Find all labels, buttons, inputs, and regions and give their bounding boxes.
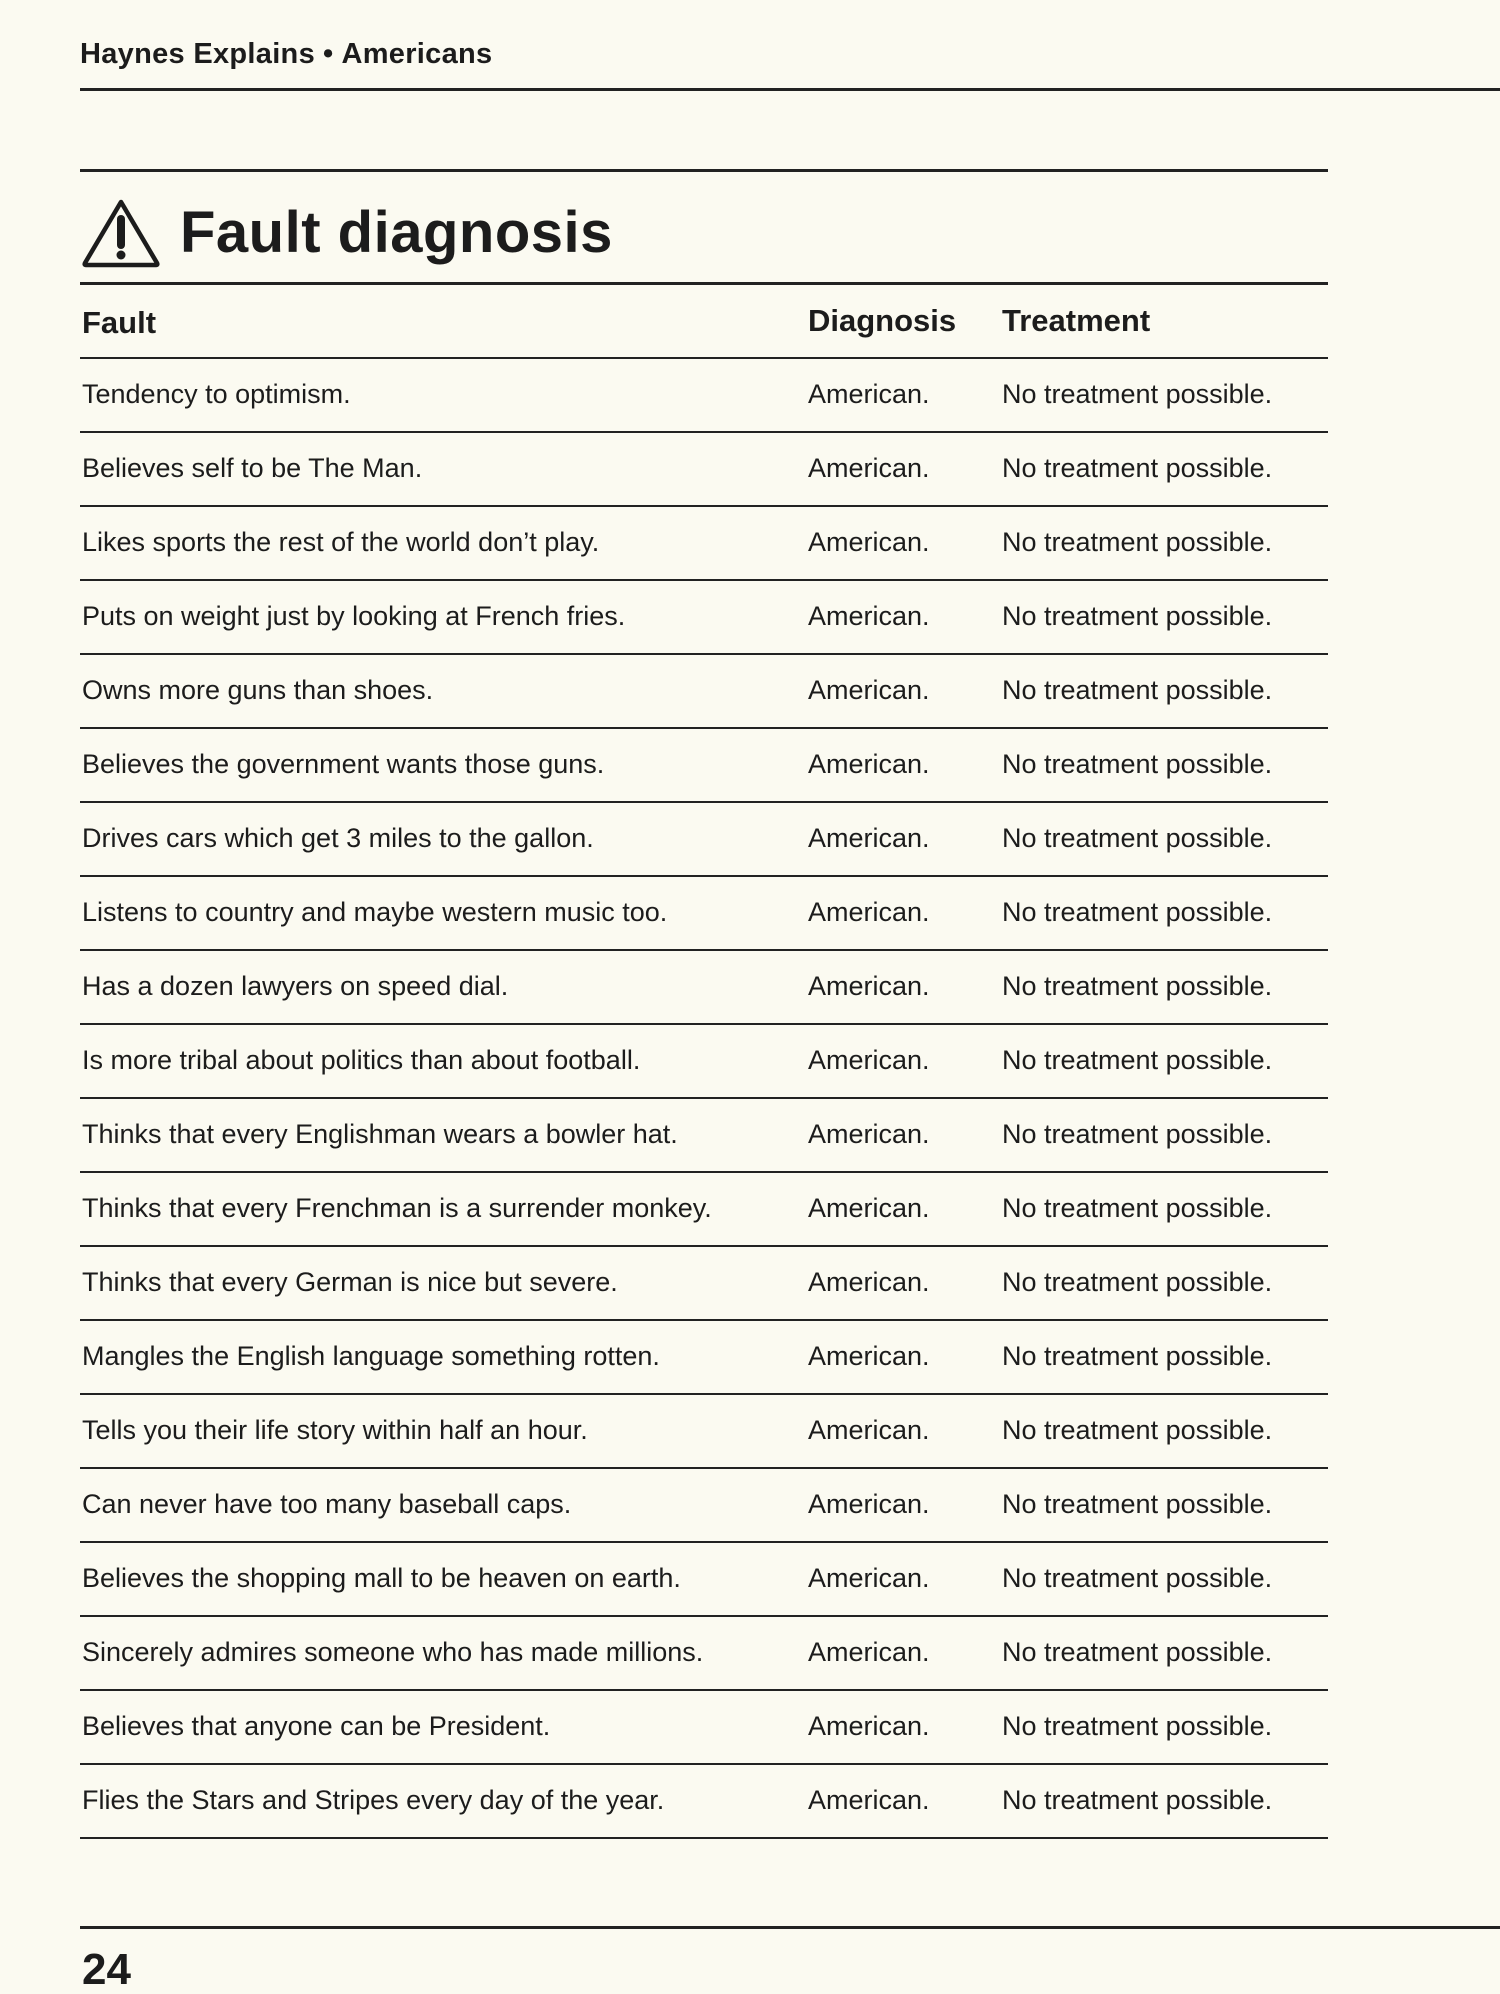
table-row [80,1247,1328,1321]
diagnosis-cell: American. [808,1563,930,1593]
table-row [80,729,1328,803]
warning-triangle-icon [80,197,162,269]
column-header-fault: Fault [82,305,157,340]
table-row [80,1469,1328,1543]
table-row [80,1099,1328,1173]
table-row [80,1765,1328,1839]
header-book: Haynes Explains [80,38,315,70]
header-subject: Americans [341,38,493,70]
section-heading [80,195,613,270]
fault-cell: Believes the shopping mall to be heaven on earth. [82,1563,681,1593]
treatment-cell: No treatment possible. [1002,1267,1273,1297]
diagnosis-cell: American. [808,823,930,853]
diagnosis-cell: American. [808,453,930,483]
treatment-cell: No treatment possible. [1002,897,1273,927]
treatment-cell: No treatment possible. [1002,749,1273,779]
table-row [80,507,1328,581]
table-row [80,951,1328,1025]
treatment-cell: No treatment possible. [1002,1785,1273,1815]
table-row [80,1543,1328,1617]
treatment-cell: No treatment possible. [1002,1119,1273,1149]
treatment-cell: No treatment possible. [1002,675,1273,705]
title-rule-top [80,169,1328,172]
diagnosis-cell: American. [808,1489,930,1519]
table-row [80,1025,1328,1099]
column-header-diagnosis: Diagnosis [808,303,957,338]
table-row [80,1395,1328,1469]
treatment-cell: No treatment possible. [1002,1711,1273,1741]
treatment-cell: No treatment possible. [1002,601,1273,631]
treatment-cell: No treatment possible. [1002,1341,1273,1371]
treatment-cell: No treatment possible. [1002,379,1273,409]
table-row [80,581,1328,655]
diagnosis-cell: American. [808,971,930,1001]
table-row [80,1691,1328,1765]
treatment-cell: No treatment possible. [1002,527,1273,557]
diagnosis-cell: American. [808,601,930,631]
treatment-cell: No treatment possible. [1002,1193,1273,1223]
fault-cell: Believes that anyone can be President. [82,1711,551,1741]
diagnosis-cell: American. [808,675,930,705]
diagnosis-cell: American. [808,897,930,927]
treatment-cell: No treatment possible. [1002,1045,1273,1075]
diagnosis-cell: American. [808,379,930,409]
fault-cell: Listens to country and maybe western music too. [82,897,668,927]
fault-cell: Likes sports the rest of the world don’t play. [82,527,600,557]
diagnosis-cell: American. [808,1711,930,1741]
fault-cell: Has a dozen lawyers on speed dial. [82,971,509,1001]
treatment-cell: No treatment possible. [1002,971,1273,1001]
fault-cell: Drives cars which get 3 miles to the gallon. [82,823,594,853]
table-row [80,877,1328,951]
table-row [80,1173,1328,1247]
fault-cell: Mangles the English language something rotten. [82,1341,660,1371]
fault-cell: Owns more guns than shoes. [82,675,434,705]
diagnosis-cell: American. [808,1341,930,1371]
table-row [80,1321,1328,1395]
running-header [80,38,492,71]
fault-cell: Is more tribal about politics than about football. [82,1045,641,1075]
treatment-cell: No treatment possible. [1002,1637,1273,1667]
footer-rule [80,1926,1500,1929]
fault-cell: Tendency to optimism. [82,379,351,409]
diagnosis-cell: American. [808,527,930,557]
fault-cell: Flies the Stars and Stripes every day of the year. [82,1785,665,1815]
treatment-cell: No treatment possible. [1002,1415,1273,1445]
treatment-cell: No treatment possible. [1002,453,1273,483]
page-title: Fault diagnosis [180,200,613,265]
table-row [80,803,1328,877]
table-row [80,655,1328,729]
fault-cell: Tells you their life story within half an hour. [82,1415,588,1445]
table-header [80,285,1328,359]
fault-cell: Puts on weight just by looking at French fries. [82,601,626,631]
treatment-cell: No treatment possible. [1002,1489,1273,1519]
table-row [80,359,1328,433]
header-separator: • [323,38,334,70]
fault-cell: Thinks that every German is nice but severe. [82,1267,618,1297]
diagnosis-cell: American. [808,749,930,779]
treatment-cell: No treatment possible. [1002,1563,1273,1593]
diagnosis-cell: American. [808,1267,930,1297]
diagnosis-cell: American. [808,1193,930,1223]
fault-cell: Believes the government wants those guns. [82,749,605,779]
diagnosis-cell: American. [808,1785,930,1815]
diagnosis-cell: American. [808,1415,930,1445]
column-header-treatment: Treatment [1002,303,1151,338]
table-body [80,359,1328,1839]
table-row [80,433,1328,507]
fault-cell: Sincerely admires someone who has made millions. [82,1637,704,1667]
page-number: 24 [82,1945,131,1994]
fault-table [80,285,1328,1839]
fault-cell: Can never have too many baseball caps. [82,1489,572,1519]
diagnosis-cell: American. [808,1119,930,1149]
header-rule [80,88,1500,91]
fault-cell: Thinks that every Frenchman is a surrender monkey. [82,1193,712,1223]
diagnosis-cell: American. [808,1637,930,1667]
diagnosis-cell: American. [808,1045,930,1075]
table-row [80,1617,1328,1691]
fault-cell: Thinks that every Englishman wears a bowler hat. [82,1119,678,1149]
treatment-cell: No treatment possible. [1002,823,1273,853]
fault-cell: Believes self to be The Man. [82,453,423,483]
